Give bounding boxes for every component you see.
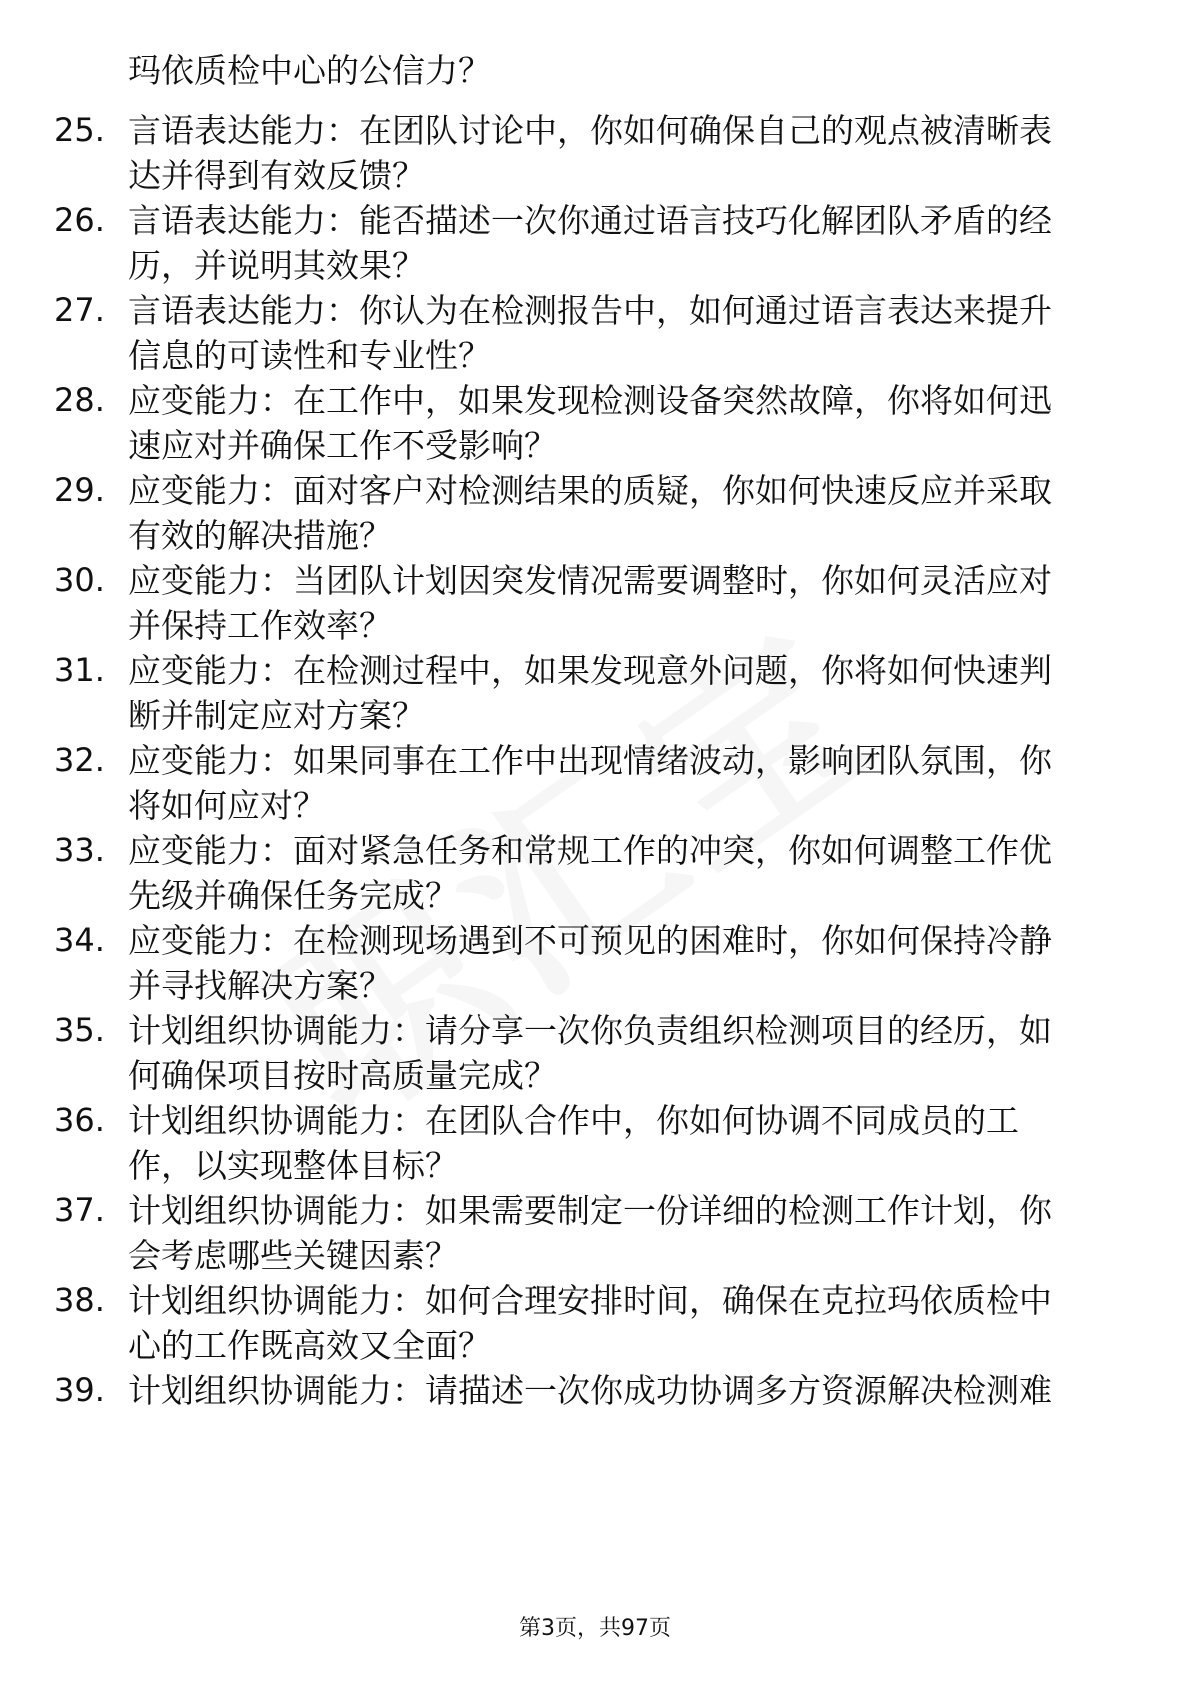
question-line: 应变能力：当团队计划因突发情况需要调整时，你如何灵活应对 xyxy=(128,561,1052,600)
question-line: 会考虑哪些关键因素？ xyxy=(128,1236,458,1275)
continuation-text: 玛依质检中心的公信力？ xyxy=(128,51,491,90)
question-line: 言语表达能力：你认为在检测报告中，如何通过语言表达来提升 xyxy=(128,291,1052,330)
question-number: 33. xyxy=(54,831,105,869)
question-line: 计划组织协调能力：请分享一次你负责组织检测项目的经历，如 xyxy=(128,1011,1052,1050)
question-line: 何确保项目按时高质量完成？ xyxy=(128,1056,557,1095)
page-footer: 第3页，共97页 xyxy=(519,1616,671,1641)
question-line: 言语表达能力：在团队讨论中，你如何确保自己的观点被清晰表 xyxy=(128,111,1052,150)
question-line: 计划组织协调能力：如果需要制定一份详细的检测工作计划，你 xyxy=(128,1191,1052,1230)
question-text xyxy=(128,1278,1128,1368)
question-line: 先级并确保任务完成？ xyxy=(128,876,458,915)
question-line: 应变能力：在检测过程中，如果发现意外问题，你将如何快速判 xyxy=(128,651,1052,690)
question-number: 36. xyxy=(54,1101,105,1139)
question-line: 将如何应对？ xyxy=(128,786,326,825)
question-number: 25. xyxy=(54,111,105,149)
question-number: 30. xyxy=(54,561,105,599)
question-text xyxy=(128,1098,1128,1188)
question-line: 断并制定应对方案？ xyxy=(128,696,425,735)
question-line: 有效的解决措施？ xyxy=(128,516,392,555)
question-number: 35. xyxy=(54,1011,105,1049)
question-line: 速应对并确保工作不受影响？ xyxy=(128,426,557,465)
question-text xyxy=(128,108,1128,198)
question-line: 并保持工作效率？ xyxy=(128,606,392,645)
question-line: 历，并说明其效果？ xyxy=(128,246,425,285)
question-item xyxy=(0,288,1190,378)
question-number: 31. xyxy=(54,651,105,689)
question-item xyxy=(0,828,1190,918)
question-item xyxy=(0,1098,1190,1188)
question-text xyxy=(128,558,1128,648)
question-text xyxy=(128,828,1128,918)
question-line: 言语表达能力：能否描述一次你通过语言技巧化解团队矛盾的经 xyxy=(128,201,1052,240)
question-number: 39. xyxy=(54,1371,105,1409)
question-line: 应变能力：如果同事在工作中出现情绪波动，影响团队氛围，你 xyxy=(128,741,1052,780)
question-item xyxy=(0,738,1190,828)
question-item xyxy=(0,108,1190,198)
question-line: 应变能力：面对紧急任务和常规工作的冲突，你如何调整工作优 xyxy=(128,831,1052,870)
question-number: 38. xyxy=(54,1281,105,1319)
question-item xyxy=(0,918,1190,1008)
question-number: 37. xyxy=(54,1191,105,1229)
question-text xyxy=(128,1008,1128,1098)
question-item xyxy=(0,198,1190,288)
question-line: 应变能力：在工作中，如果发现检测设备突然故障，你将如何迅 xyxy=(128,381,1052,420)
question-line: 计划组织协调能力：请描述一次你成功协调多方资源解决检测难 xyxy=(128,1371,1052,1410)
question-item xyxy=(0,1188,1190,1278)
question-number: 26. xyxy=(54,201,105,239)
question-text xyxy=(128,1368,1128,1413)
question-number: 34. xyxy=(54,921,105,959)
question-text xyxy=(128,648,1128,738)
question-number: 29. xyxy=(54,471,105,509)
question-text xyxy=(128,1188,1128,1278)
question-line: 信息的可读性和专业性？ xyxy=(128,336,491,375)
question-item xyxy=(0,1368,1190,1458)
question-item xyxy=(0,648,1190,738)
question-text xyxy=(128,738,1128,828)
question-text xyxy=(128,378,1128,468)
question-text xyxy=(128,288,1128,378)
question-text xyxy=(128,468,1128,558)
question-item xyxy=(0,558,1190,648)
question-line: 作，以实现整体目标？ xyxy=(128,1146,458,1185)
question-line: 应变能力：在检测现场遇到不可预见的困难时，你如何保持冷静 xyxy=(128,921,1052,960)
question-text xyxy=(128,918,1128,1008)
question-number: 27. xyxy=(54,291,105,329)
question-text xyxy=(128,198,1128,288)
question-number: 28. xyxy=(54,381,105,419)
question-line: 计划组织协调能力：如何合理安排时间，确保在克拉玛依质检中 xyxy=(128,1281,1052,1320)
question-number: 32. xyxy=(54,741,105,779)
question-line: 计划组织协调能力：在团队合作中，你如何协调不同成员的工 xyxy=(128,1101,1019,1140)
question-line: 应变能力：面对客户对检测结果的质疑，你如何快速反应并采取 xyxy=(128,471,1052,510)
question-line: 达并得到有效反馈？ xyxy=(128,156,425,195)
question-line: 心的工作既高效又全面？ xyxy=(128,1326,491,1365)
question-item xyxy=(0,1008,1190,1098)
question-item xyxy=(0,468,1190,558)
question-line: 并寻找解决方案？ xyxy=(128,966,392,1005)
question-item xyxy=(0,1278,1190,1368)
question-item xyxy=(0,378,1190,468)
